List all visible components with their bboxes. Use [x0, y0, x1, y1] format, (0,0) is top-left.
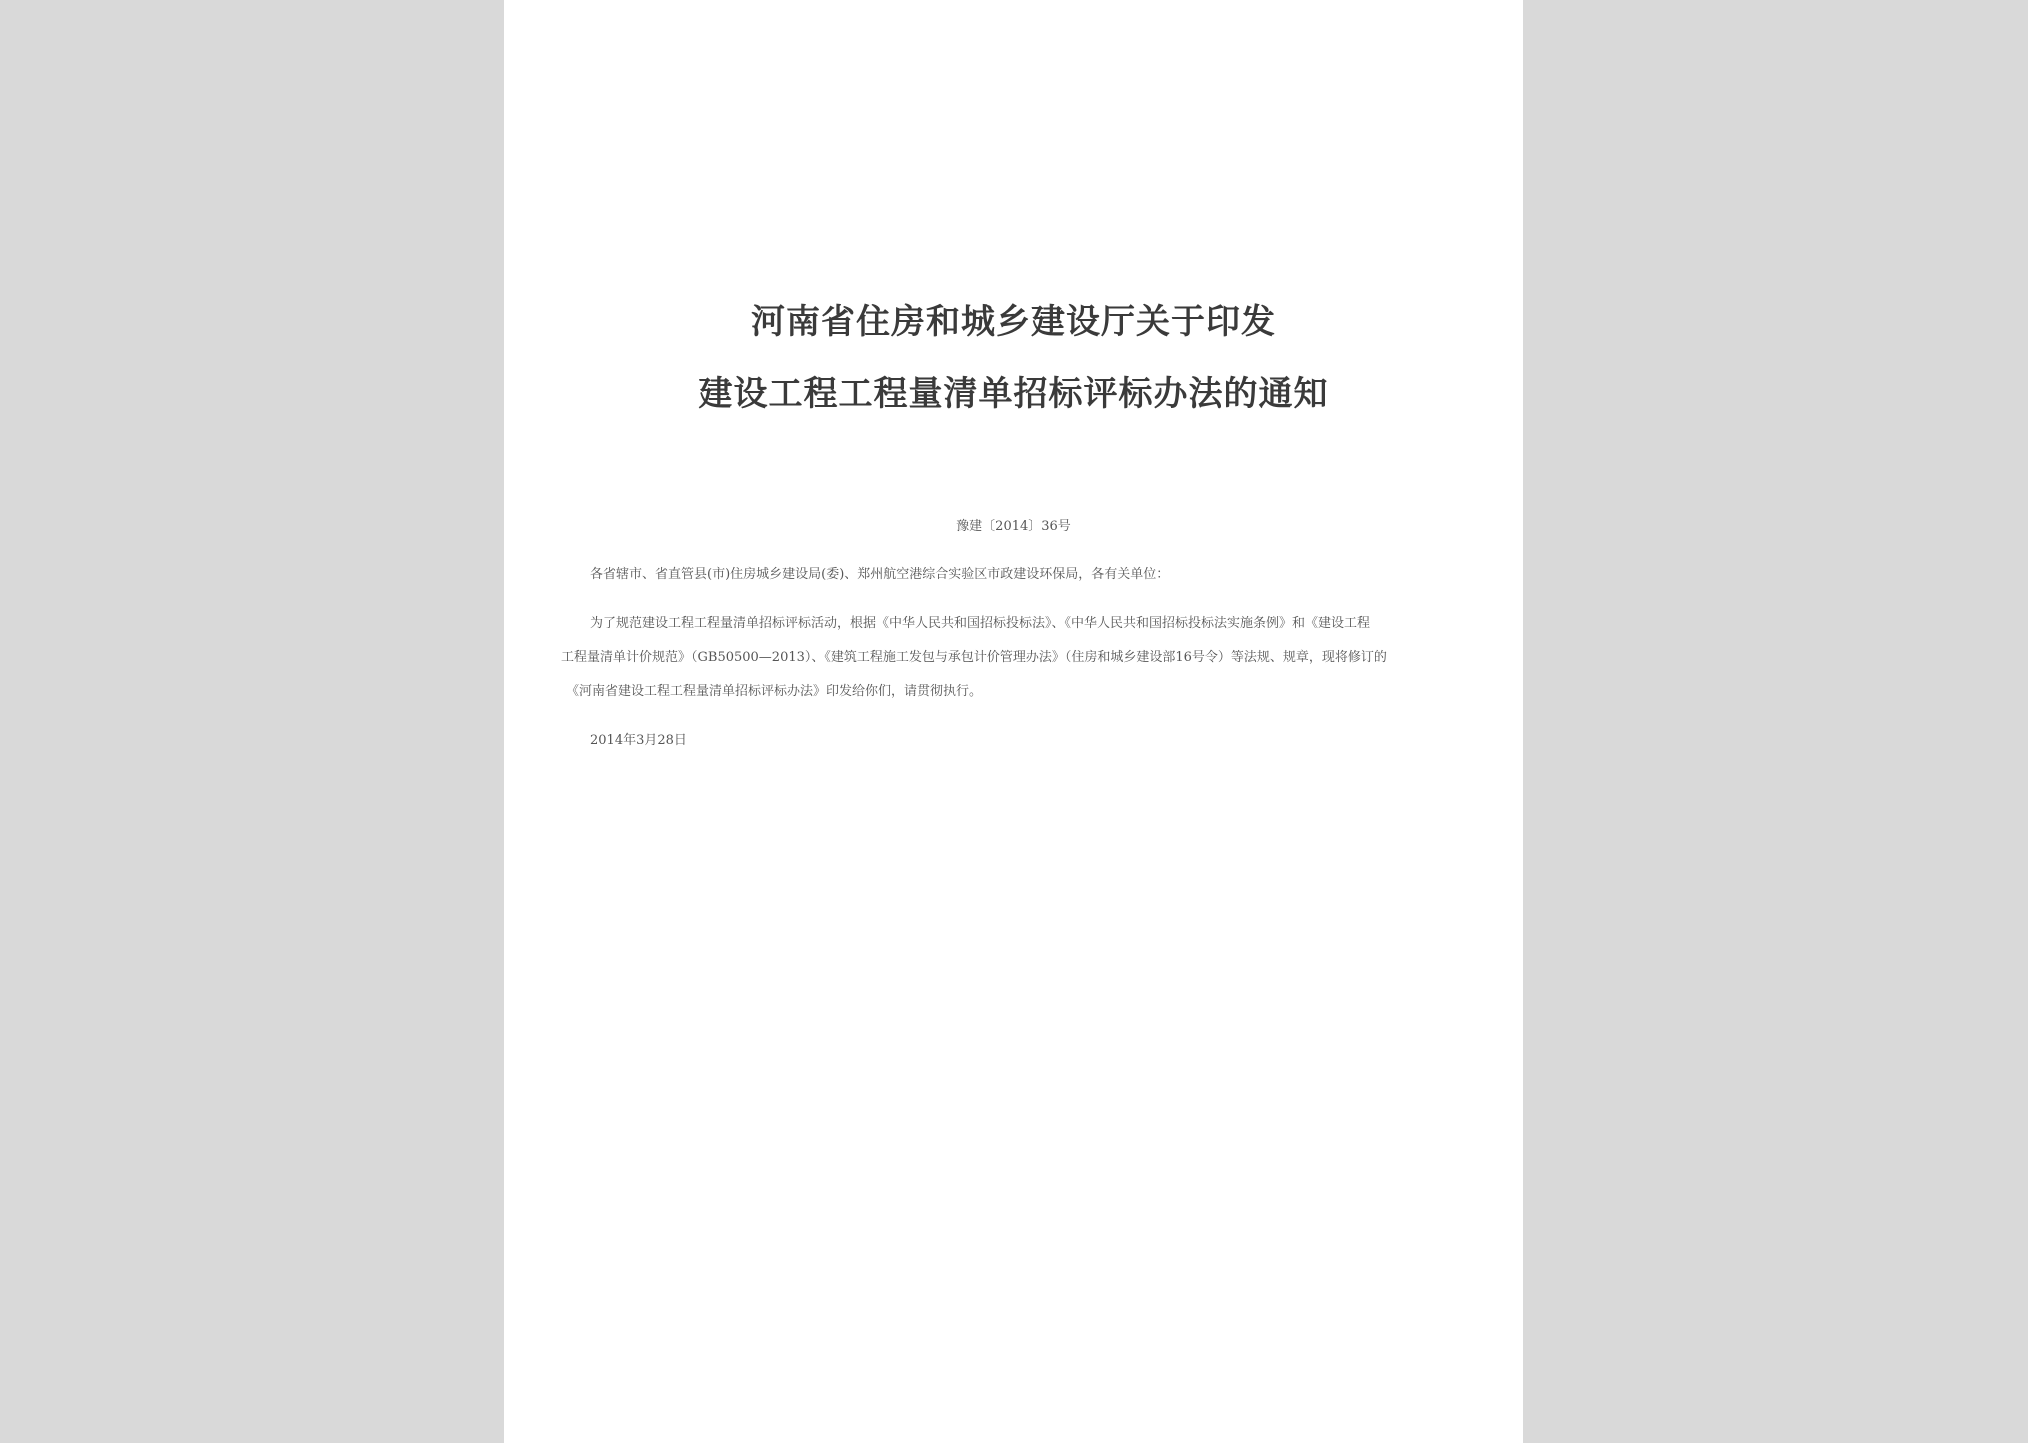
body-line-3: 《河南省建设工程工程量清单招标评标办法》印发给你们，请贯彻执行。 [566, 684, 983, 699]
document-title-line-1: 河南省住房和城乡建设厅关于印发 [751, 302, 1276, 342]
recipients-line: 各省辖市、省直管县(市)住房城乡建设局(委)、郑州航空港综合实验区市政建设环保局，各有关单位： [590, 567, 1170, 582]
document-title-line-2: 建设工程工程量清单招标评标办法的通知 [698, 374, 1329, 414]
document-number: 豫建〔2014〕36号 [956, 519, 1071, 534]
document-date: 2014年3月28日 [590, 733, 687, 748]
body-line-2: 工程量清单计价规范》（GB50500—2013）、《建筑工程施工发包与承包计价管理办法》（住房和城乡建设部16号令）等法规、规章，现将修订的 [561, 650, 1387, 665]
body-line-1: 为了规范建设工程工程量清单招标评标活动，根据《中华人民共和国招标投标法》、《中华人民共和国招标投标法实施条例》和《建设工程 [590, 616, 1371, 631]
document-page [504, 0, 1523, 1443]
